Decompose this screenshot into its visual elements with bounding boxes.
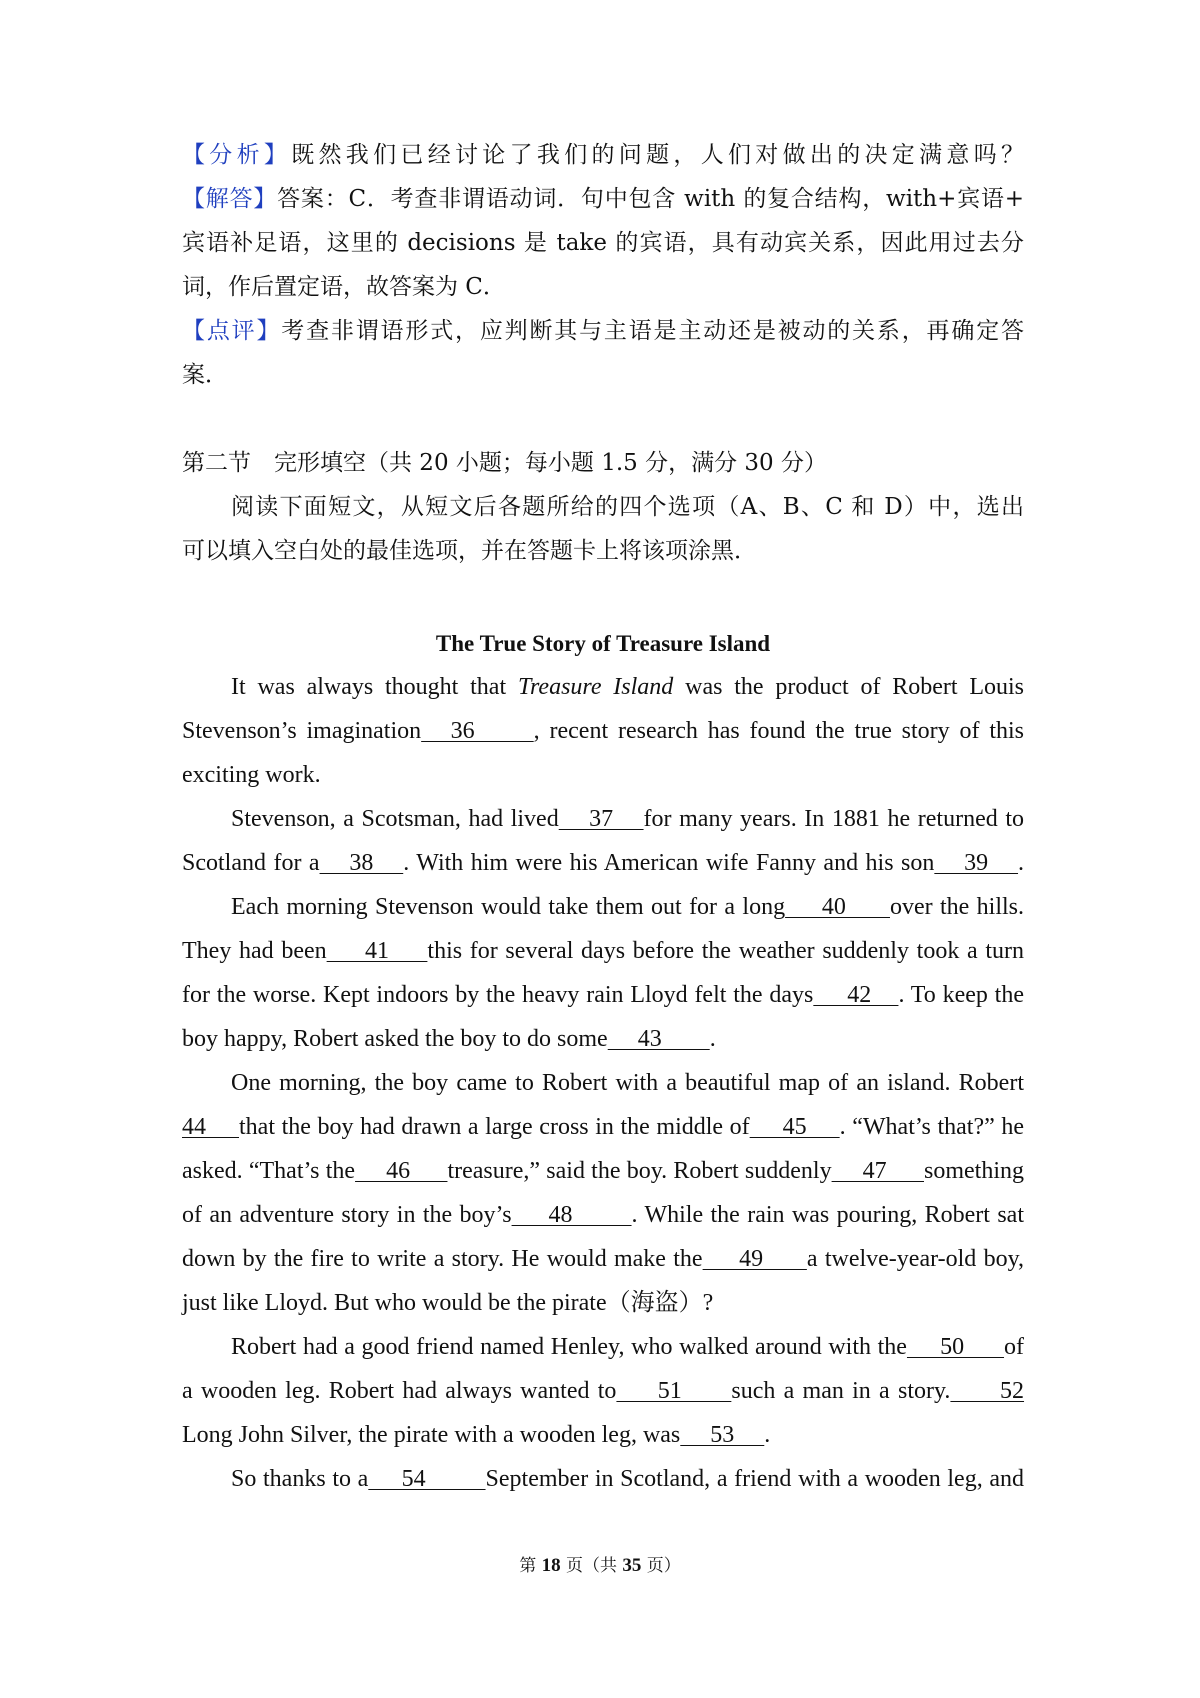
p3-line-1: [231, 884, 1024, 931]
text-span: something: [924, 1158, 1024, 1184]
blank-43: 43: [607, 1026, 710, 1052]
text-span: , recent research has found the true story of this: [533, 718, 1025, 744]
blank-41: 41: [326, 938, 428, 964]
text-span: boy happy, Robert asked the boy to do some: [182, 1026, 608, 1052]
p4-line-3: [182, 1148, 1024, 1195]
blank-44: 44: [182, 1114, 239, 1140]
p3-line-2: [182, 928, 1024, 975]
text-span: Robert had a good friend named Henley, who walked around with the: [231, 1334, 907, 1360]
passage-title: The True Story of Treasure Island: [435, 631, 771, 656]
text-span: Each morning Stevenson would take them out for a long: [231, 894, 786, 920]
text-span: over the hills.: [889, 894, 1025, 920]
p4-line-4: [182, 1192, 1024, 1239]
p1-line-2: [182, 708, 1024, 755]
footer-page-number: 18: [541, 1555, 561, 1576]
footer-suffix: 页）: [641, 1556, 681, 1576]
text-span: Long John Silver, the pirate with a wooden leg, was: [182, 1422, 681, 1448]
answer-line-2: 宾语补足语，这里的 decisions 是 take 的宾语，具有动宾关系，因此用过去分: [182, 230, 1024, 256]
p1-line-1: [231, 664, 1024, 711]
text-span: . “What’s that?” he: [839, 1114, 1025, 1140]
footer-middle: 页（共: [560, 1556, 623, 1576]
blank-42: 42: [813, 982, 899, 1008]
blank-51: 51: [616, 1378, 732, 1404]
blank-53: 53: [680, 1422, 765, 1448]
text-span: a twelve-year-old boy,: [806, 1246, 1025, 1272]
text-span: .: [709, 1026, 716, 1052]
p4-line-1: One morning, the boy came to Robert with a beautiful map of an island. Robert: [231, 1070, 1024, 1096]
analysis-line: [182, 132, 1024, 179]
text-span: . With him were his American wife Fanny and his son: [403, 850, 935, 876]
comment-tag: 【点评】: [182, 318, 282, 344]
blank-47: 47: [831, 1158, 924, 1184]
text-span: September in Scotland, a friend with a wooden leg, and: [485, 1466, 1025, 1492]
blank-48: 48: [511, 1202, 632, 1228]
answer-tag: 【解答】: [182, 186, 278, 212]
text-span: Stevenson, a Scotsman, had lived: [231, 806, 559, 832]
text-span: So thanks to a: [231, 1466, 369, 1492]
p4-line-2: [182, 1104, 1024, 1151]
p4-line-6: just like Lloyd. But who would be the pirate（海盗）?: [182, 1290, 714, 1316]
p6-line-1: [231, 1456, 1024, 1503]
answer-text-1: 答案：C．考查非谓语动词．句中包含 with 的复合结构，with+宾语+: [277, 186, 1025, 212]
blank-49: 49: [702, 1246, 807, 1272]
comment-line-2: 案．: [182, 362, 228, 388]
answer-line-1: [182, 176, 1024, 223]
text-span: .: [1018, 850, 1025, 876]
p2-line-1: [231, 796, 1024, 843]
text-span: for the worse. Kept indoors by the heavy rain Lloyd felt the days: [182, 982, 814, 1008]
text-span: down by the fire to write a story. He would make the: [182, 1246, 703, 1272]
text-span: a wooden leg. Robert had always wanted to: [182, 1378, 617, 1404]
section-heading: 第二节 完形填空（共 20 小题；每小题 1.5 分，满分 30 分）: [182, 450, 827, 476]
blank-46: 46: [355, 1158, 448, 1184]
blank-37: 37: [558, 806, 644, 832]
p5-line-3: [182, 1412, 1024, 1459]
p1-line-3: exciting work.: [182, 762, 321, 788]
text-span: was the product of Robert Louis: [673, 674, 1025, 700]
text-span: They had been: [182, 938, 327, 964]
analysis-tag: 【分析】: [182, 142, 292, 168]
text-span: asked. “That’s the: [182, 1158, 356, 1184]
answer-line-3: 词，作后置定语，故答案为 C．: [182, 274, 506, 300]
instruction-line-2: 可以填入空白处的最佳选项，并在答题卡上将该项涂黑．: [182, 538, 757, 564]
footer-prefix: 第: [519, 1556, 542, 1576]
p3-line-3: [182, 972, 1024, 1019]
footer-total-pages: 35: [622, 1555, 642, 1576]
p5-line-1: [231, 1324, 1024, 1371]
blank-54: 54: [368, 1466, 486, 1492]
text-span: .: [764, 1422, 771, 1448]
blank-39: 39: [934, 850, 1019, 876]
analysis-text: 既然我们已经讨论了我们的问题，人们对做出的决定满意吗？: [291, 142, 1025, 168]
p3-line-4: [182, 1016, 1024, 1063]
p2-line-2: [182, 840, 1024, 887]
text-span: . To keep the: [898, 982, 1025, 1008]
text-span: treasure,” said the boy. Robert suddenly: [447, 1158, 832, 1184]
p4-line-5: [182, 1236, 1024, 1283]
blank-40: 40: [785, 894, 890, 920]
blank-36: 36: [421, 718, 534, 744]
text-span: that the boy had drawn a large cross in the middle of: [239, 1114, 750, 1140]
instruction-line-1: 阅读下面短文，从短文后各题所给的四个选项（A、B、C 和 D）中，选出: [231, 494, 1024, 520]
text-span: of an adventure story in the boy’s: [182, 1202, 512, 1228]
text-span: this for several days before the weather suddenly took a turn: [427, 938, 1024, 964]
book-title-italic: Treasure Island: [517, 674, 674, 700]
blank-38: 38: [319, 850, 404, 876]
text-span: Scotland for a: [182, 850, 320, 876]
blank-45: 45: [749, 1114, 840, 1140]
text-span: such a man in a story.: [731, 1378, 951, 1404]
text-span: for many years. In 1881 he returned to: [643, 806, 1024, 832]
blank-50: 50: [906, 1334, 1005, 1360]
comment-line-1: [182, 308, 1024, 355]
p5-line-2: [182, 1368, 1024, 1415]
text-span: of: [1004, 1334, 1025, 1360]
text-span: It was always thought that: [231, 674, 518, 700]
comment-text-1: 考查非谓语形式，应判断其与主语是主动还是被动的关系，再确定答: [281, 318, 1025, 344]
blank-52: 52: [950, 1378, 1025, 1404]
text-span: . While the rain was pouring, Robert sat: [631, 1202, 1025, 1228]
page-footer: [0, 1554, 1200, 1578]
text-span: Stevenson’s imagination: [182, 718, 422, 744]
